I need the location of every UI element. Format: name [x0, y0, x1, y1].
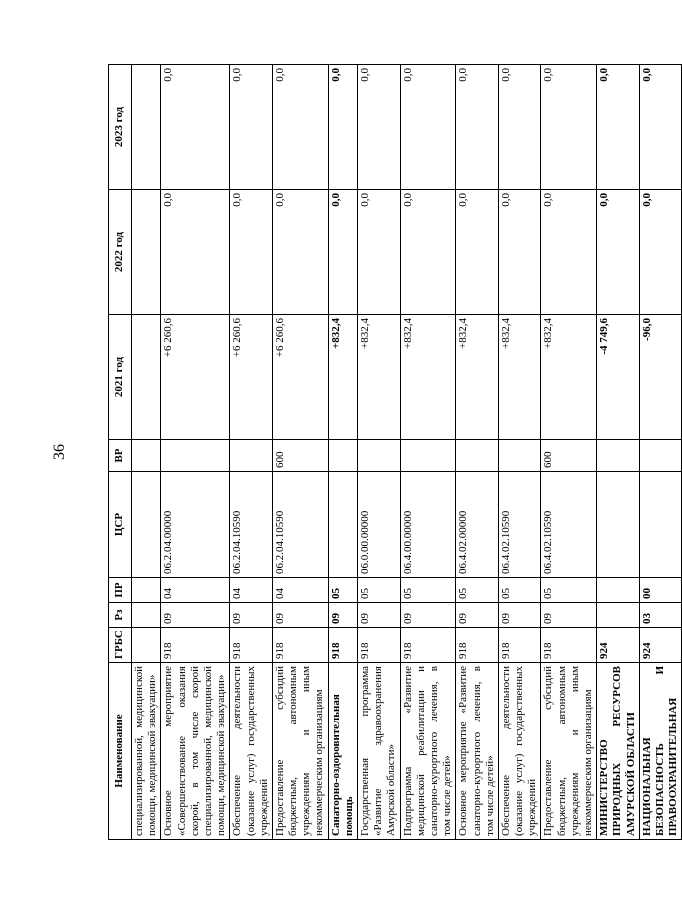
cell-2023: 0,0: [498, 65, 541, 190]
cell-name: Подпрограмма «Развитие медицинской реабилитации и санаторно-курортного лечения, в том числе детей»: [400, 663, 456, 840]
cell-2023: [132, 65, 161, 190]
cell-pr: [132, 578, 161, 603]
table-row: [498, 65, 541, 840]
cell-vr: [456, 440, 499, 472]
cell-2021: +6 260,6: [161, 315, 230, 440]
cell-2021: [132, 315, 161, 440]
table-row: [328, 65, 357, 840]
table-header-row: [109, 65, 132, 840]
header-grbs: ГРБС: [109, 628, 132, 663]
table-row: [456, 65, 499, 840]
cell-name: Предоставление субсидий бюджетным, автономным учреждениям и иным некоммерческим организациям: [272, 663, 328, 840]
cell-grbs: [132, 628, 161, 663]
header-pr: ПР: [109, 578, 132, 603]
cell-2022: 0,0: [161, 190, 230, 315]
cell-rz: 09: [328, 603, 357, 628]
cell-2023: 0,0: [161, 65, 230, 190]
cell-csr: [639, 472, 682, 578]
cell-csr: [597, 472, 640, 578]
cell-pr: 05: [456, 578, 499, 603]
cell-rz: 09: [230, 603, 273, 628]
cell-vr: [230, 440, 273, 472]
cell-grbs: 924: [597, 628, 640, 663]
table-row: [400, 65, 456, 840]
cell-grbs: 918: [541, 628, 597, 663]
cell-pr: 05: [541, 578, 597, 603]
cell-name: Обеспечение деятельности (оказание услуг) государственных учреждений: [498, 663, 541, 840]
cell-name: Обеспечение деятельности (оказание услуг) государственных учреждений: [230, 663, 273, 840]
cell-2021: +832,4: [328, 315, 357, 440]
cell-2023: 0,0: [639, 65, 682, 190]
cell-pr: [597, 578, 640, 603]
cell-rz: 09: [400, 603, 456, 628]
cell-2023: 0,0: [328, 65, 357, 190]
cell-grbs: 918: [498, 628, 541, 663]
cell-pr: 05: [358, 578, 401, 603]
cell-2023: 0,0: [230, 65, 273, 190]
budget-table-container: [108, 65, 680, 840]
header-2023: 2023 год: [109, 65, 132, 190]
cell-2022: 0,0: [358, 190, 401, 315]
cell-pr: 05: [498, 578, 541, 603]
cell-2022: 0,0: [498, 190, 541, 315]
header-2022: 2022 год: [109, 190, 132, 315]
cell-2022: 0,0: [456, 190, 499, 315]
cell-2021: +832,4: [541, 315, 597, 440]
cell-grbs: 918: [230, 628, 273, 663]
page-number: 36: [51, 444, 68, 460]
cell-csr: 06.0.00.00000: [358, 472, 401, 578]
cell-rz: 09: [358, 603, 401, 628]
table-row: [541, 65, 597, 840]
cell-grbs: 918: [161, 628, 230, 663]
cell-2021: -4 749,6: [597, 315, 640, 440]
cell-2022: 0,0: [541, 190, 597, 315]
cell-2022: 0,0: [230, 190, 273, 315]
cell-name: Основное мероприятие «Совершенствование оказания скорой, в том числе скорой специализированной, медицинской помощи, медицинской эвакуации»: [161, 663, 230, 840]
cell-pr: 04: [161, 578, 230, 603]
cell-vr: [400, 440, 456, 472]
cell-2021: +6 260,6: [272, 315, 328, 440]
cell-grbs: 918: [400, 628, 456, 663]
header-name: Наименование: [109, 663, 132, 840]
cell-csr: 06.2.04.10590: [230, 472, 273, 578]
cell-pr: 05: [328, 578, 357, 603]
cell-2021: +6 260,6: [230, 315, 273, 440]
cell-vr: [639, 440, 682, 472]
cell-grbs: 918: [456, 628, 499, 663]
cell-csr: 06.2.04.00000: [161, 472, 230, 578]
cell-grbs: 924: [639, 628, 682, 663]
cell-pr: 05: [400, 578, 456, 603]
table-row: [272, 65, 328, 840]
cell-rz: 03: [639, 603, 682, 628]
header-rz: Рз: [109, 603, 132, 628]
table-row: [358, 65, 401, 840]
cell-csr: 06.4.00.00000: [400, 472, 456, 578]
table-row: [230, 65, 273, 840]
cell-vr: [498, 440, 541, 472]
table-row: [132, 65, 161, 840]
cell-2022: [132, 190, 161, 315]
table-row: [597, 65, 640, 840]
cell-vr: 600: [272, 440, 328, 472]
cell-2022: 0,0: [639, 190, 682, 315]
cell-pr: 00: [639, 578, 682, 603]
cell-grbs: 918: [328, 628, 357, 663]
cell-pr: 04: [272, 578, 328, 603]
cell-name: Санаторно-оздоровительная помощь: [328, 663, 357, 840]
cell-csr: [328, 472, 357, 578]
cell-csr: 06.4.02.10590: [498, 472, 541, 578]
header-2021: 2021 год: [109, 315, 132, 440]
cell-vr: [161, 440, 230, 472]
cell-csr: 06.2.04.10590: [272, 472, 328, 578]
table-row: [161, 65, 230, 840]
cell-2022: 0,0: [597, 190, 640, 315]
cell-pr: 04: [230, 578, 273, 603]
cell-name: НАЦИОНАЛЬНАЯ БЕЗОПАСНОСТЬ И ПРАВООХРАНИТЕЛЬНАЯ: [639, 663, 682, 840]
cell-2023: 0,0: [456, 65, 499, 190]
cell-csr: 06.4.02.00000: [456, 472, 499, 578]
cell-rz: [597, 603, 640, 628]
cell-csr: 06.4.02.10590: [541, 472, 597, 578]
cell-2021: +832,4: [358, 315, 401, 440]
cell-2021: +832,4: [456, 315, 499, 440]
cell-name: Основное мероприятие «Развитие санаторно-курортного лечения, в том числе детей»: [456, 663, 499, 840]
budget-table: [108, 64, 682, 840]
cell-2023: 0,0: [358, 65, 401, 190]
cell-2022: 0,0: [328, 190, 357, 315]
cell-2021: +832,4: [400, 315, 456, 440]
cell-grbs: 918: [358, 628, 401, 663]
cell-vr: [597, 440, 640, 472]
cell-2023: 0,0: [400, 65, 456, 190]
cell-csr: [132, 472, 161, 578]
cell-vr: [132, 440, 161, 472]
cell-grbs: 918: [272, 628, 328, 663]
cell-name: специализированной, медицинской помощи, медицинской эвакуации»: [132, 663, 161, 840]
cell-name: Предоставление субсидий бюджетным, автономным учреждениям и иным некоммерческим организациям: [541, 663, 597, 840]
cell-vr: [358, 440, 401, 472]
cell-rz: 09: [541, 603, 597, 628]
cell-2023: 0,0: [597, 65, 640, 190]
cell-vr: 600: [541, 440, 597, 472]
header-vr: ВР: [109, 440, 132, 472]
header-csr: ЦСР: [109, 472, 132, 578]
cell-name: Государственная программа «Развитие здравоохранения Амурской области»: [358, 663, 401, 840]
cell-2022: 0,0: [400, 190, 456, 315]
cell-2022: 0,0: [272, 190, 328, 315]
cell-vr: [328, 440, 357, 472]
cell-2021: -96,0: [639, 315, 682, 440]
cell-2023: 0,0: [272, 65, 328, 190]
cell-rz: [132, 603, 161, 628]
cell-2021: +832,4: [498, 315, 541, 440]
cell-rz: 09: [456, 603, 499, 628]
cell-2023: 0,0: [541, 65, 597, 190]
cell-name: МИНИСТЕРСТВО ПРИРОДНЫХ РЕСУРСОВ АМУРСКОЙ ОБЛАСТИ: [597, 663, 640, 840]
cell-rz: 09: [272, 603, 328, 628]
table-row: [639, 65, 682, 840]
cell-rz: 09: [161, 603, 230, 628]
cell-rz: 09: [498, 603, 541, 628]
